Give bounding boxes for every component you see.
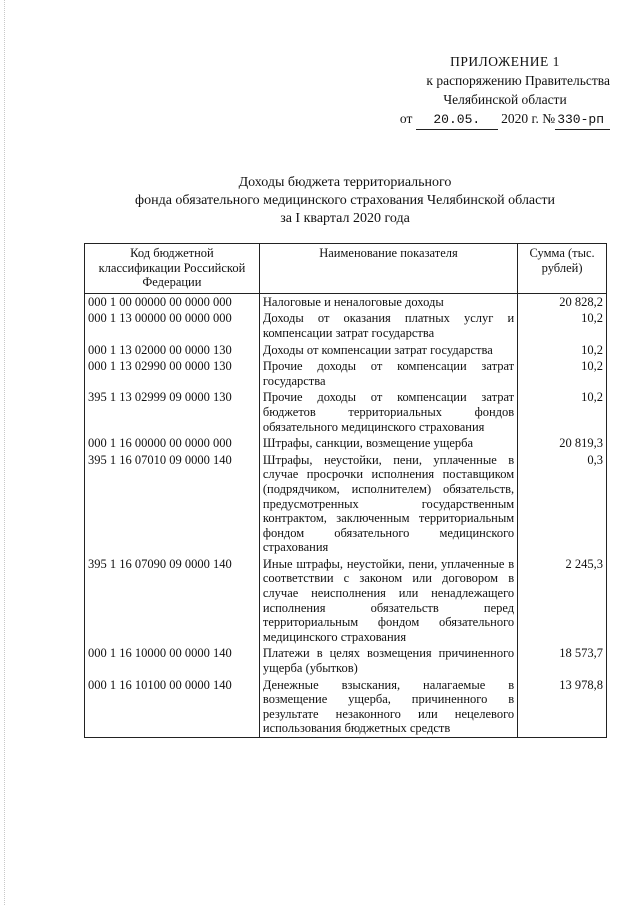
cell-code: 000 1 13 02000 00 0000 130 (85, 342, 260, 359)
cell-name: Штрафы, неустойки, пени, уплаченные в случае просрочки исполнения поставщиком (подрядчиком, исполнителем) обязательств, предусмотренных государственным контрактом, заключенным территориальным фондом обязательного медицинского страхования (259, 452, 517, 556)
header-sum: Сумма (тыс. рублей) (518, 244, 607, 294)
cell-code: 000 1 16 10100 00 0000 140 (85, 677, 260, 738)
table-row (85, 342, 607, 359)
table-row (85, 645, 607, 676)
cell-sum: 0,3 (518, 452, 607, 556)
cell-code: 395 1 13 02999 09 0000 130 (85, 389, 260, 435)
header-code: Код бюджетной классификации Российской Федерации (85, 244, 260, 294)
cell-name: Прочие доходы от компенсации затрат бюджетов территориальных фондов обязательного медицинского страхования (259, 389, 517, 435)
cell-sum: 10,2 (518, 310, 607, 341)
table-row (85, 435, 607, 452)
cell-name: Иные штрафы, неустойки, пени, уплаченные в соответствии с законом или договором в случае неисполнения или ненадлежащего исполнения обязательств перед территориальным фондом обязательного медицинского страхования (259, 556, 517, 646)
cell-name: Штрафы, санкции, возмещение ущерба (259, 435, 517, 452)
table-row (85, 310, 607, 341)
cell-sum: 13 978,8 (518, 677, 607, 738)
cell-sum: 20 819,3 (518, 435, 607, 452)
cell-name: Прочие доходы от компенсации затрат государства (259, 358, 517, 389)
year-text: 2020 г. № (501, 111, 556, 126)
handwritten-number: 330-рп (555, 110, 610, 130)
table-row (85, 452, 607, 556)
appendix-header (370, 52, 610, 130)
cell-sum: 10,2 (518, 342, 607, 359)
cell-code: 000 1 13 00000 00 0000 000 (85, 310, 260, 341)
table-row (85, 677, 607, 738)
cell-name: Платежи в целях возмещения причиненного ущерба (убытков) (259, 645, 517, 676)
cell-code: 000 1 13 02990 00 0000 130 (85, 358, 260, 389)
table-header-row (85, 244, 607, 294)
cell-sum: 10,2 (518, 389, 607, 435)
table-row (85, 293, 607, 310)
table-row (85, 358, 607, 389)
table-row (85, 389, 607, 435)
cell-sum: 18 573,7 (518, 645, 607, 676)
appendix-date-line (370, 109, 610, 130)
appendix-line-order: к распоряжению Правительства (426, 73, 610, 88)
title-line-2: фонда обязательного медицинского страхования Челябинской области (135, 193, 555, 208)
appendix-title: ПРИЛОЖЕНИЕ 1 (450, 54, 560, 69)
cell-code: 000 1 16 10000 00 0000 140 (85, 645, 260, 676)
cell-code: 000 1 16 00000 00 0000 000 (85, 435, 260, 452)
header-name: Наименование показателя (259, 244, 517, 294)
cell-name: Налоговые и неналоговые доходы (259, 293, 517, 310)
cell-name: Доходы от компенсации затрат государства (259, 342, 517, 359)
date-prefix: от (399, 111, 413, 126)
cell-name: Денежные взыскания, налагаемые в возмещение ущерба, причиненного в результате незаконного или нецелевого использования бюджетных средств (259, 677, 517, 738)
appendix-line-region: Челябинской области (443, 92, 567, 107)
document-title (100, 174, 590, 228)
revenue-table (84, 243, 607, 738)
title-line-3: за I квартал 2020 года (280, 211, 410, 226)
cell-sum: 2 245,3 (518, 556, 607, 646)
cell-code: 395 1 16 07010 09 0000 140 (85, 452, 260, 556)
cell-name: Доходы от оказания платных услуг и компенсации затрат государства (259, 310, 517, 341)
page-edge-mark (4, 0, 6, 905)
cell-code: 395 1 16 07090 09 0000 140 (85, 556, 260, 646)
table-row (85, 556, 607, 646)
cell-code: 000 1 00 00000 00 0000 000 (85, 293, 260, 310)
handwritten-date: 20.05. (416, 110, 498, 130)
cell-sum: 10,2 (518, 358, 607, 389)
title-line-1: Доходы бюджета территориального (238, 175, 452, 190)
cell-sum: 20 828,2 (518, 293, 607, 310)
